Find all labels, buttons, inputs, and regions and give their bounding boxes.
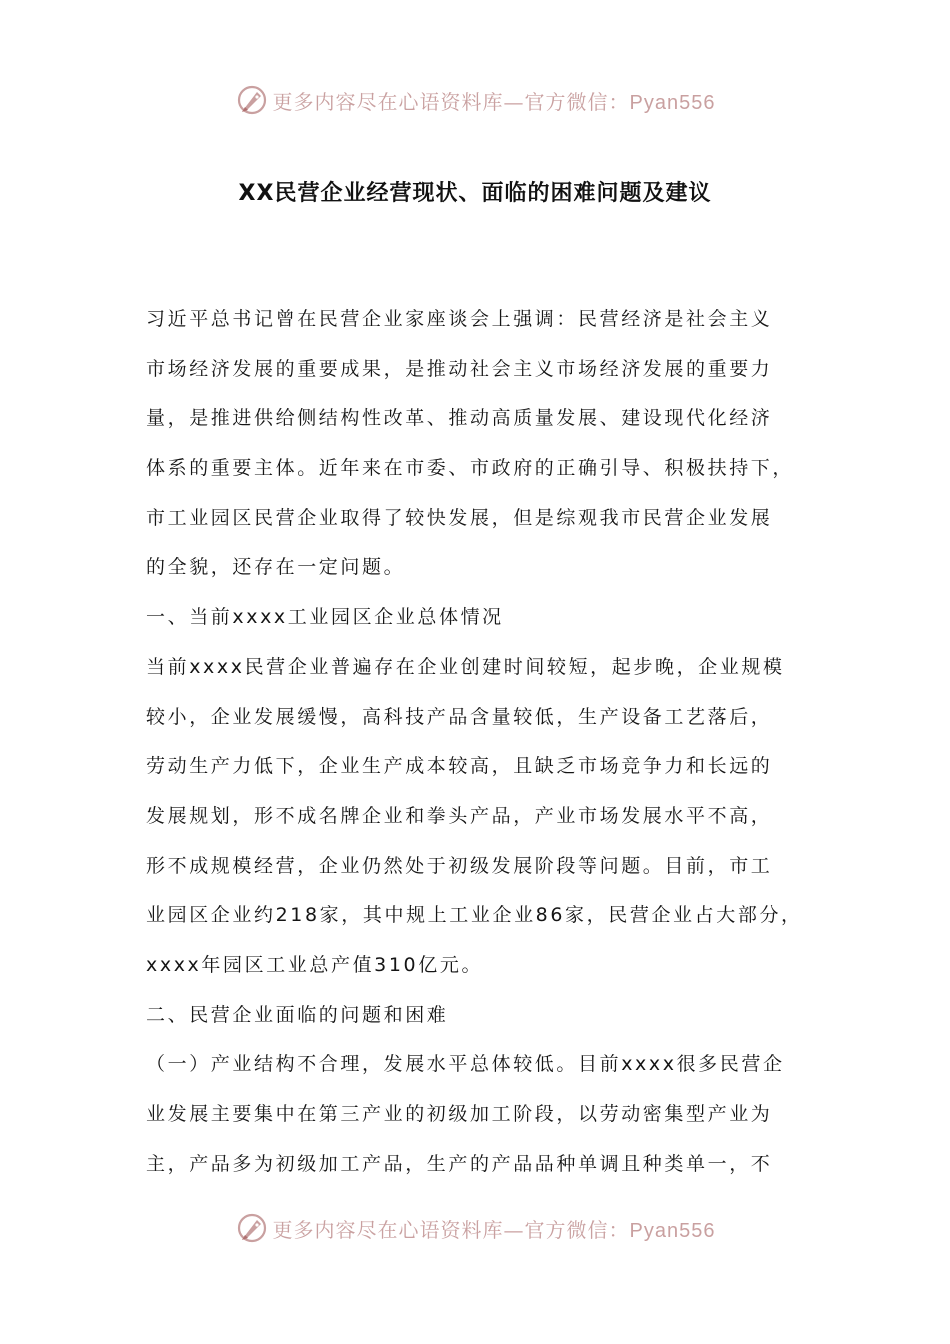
pen-nib-logo-icon: [235, 83, 269, 117]
footer-watermark-banner: [0, 1208, 950, 1248]
body-line: xxxx年园区工业总产值310亿元。: [146, 953, 484, 976]
banner-text-cn: 更多内容尽在心语资料库—官方微信：: [272, 89, 630, 114]
banner-text-cn: 更多内容尽在心语资料库—官方微信：: [272, 1217, 630, 1242]
banner-wechat-id: Pyan556: [629, 1219, 716, 1242]
body-line: 较小，企业发展缓慢，高科技产品含量较低，生产设备工艺落后，: [146, 705, 773, 728]
section-heading: 一、当前xxxx工业园区企业总体情况: [146, 606, 504, 629]
body-line: 业园区企业约218家，其中规上工业企业86家，民营企业占大部分，: [146, 904, 803, 927]
body-line: 习近平总书记曾在民营企业家座谈会上强调：民营经济是社会主义: [146, 308, 773, 330]
section-heading: 二、民营企业面临的问题和困难: [146, 1003, 449, 1026]
body-line: 发展规划，形不成名牌企业和拳头产品，产业市场发展水平不高，: [146, 804, 773, 827]
banner-wechat-id: Pyan556: [629, 91, 716, 114]
body-line: 量，是推进供给侧结构性改革、推动高质量发展、建设现代化经济: [146, 407, 773, 430]
pen-nib-logo-icon: [235, 1211, 269, 1245]
body-line: 主，产品多为初级加工产品，生产的产品品种单调且种类单一，不: [146, 1152, 773, 1175]
document-title: XX民营企业经营现状、面临的困难问题及建议: [238, 181, 712, 206]
body-line: 业发展主要集中在第三产业的初级加工阶段，以劳动密集型产业为: [146, 1103, 773, 1125]
body-line: 体系的重要主体。近年来在市委、市政府的正确引导、积极扶持下，: [146, 457, 795, 480]
document-body: [146, 300, 836, 1194]
body-line: 形不成规模经营，企业仍然处于初级发展阶段等问题。目前，市工: [146, 854, 773, 877]
banner-text: [273, 1214, 716, 1243]
body-line: 的全貌，还存在一定问题。: [146, 556, 406, 579]
body-line: 市工业园区民营企业取得了较快发展，但是综观我市民营企业发展: [146, 506, 773, 529]
body-line: 劳动生产力低下，企业生产成本较高，且缺乏市场竞争力和长远的: [146, 755, 773, 778]
header-watermark-banner: [0, 80, 950, 120]
body-line: 当前xxxx民营企业普遍存在企业创建时间较短，起步晚，企业规模: [146, 655, 785, 678]
banner-text: [273, 86, 716, 115]
body-line: （一）产业结构不合理，发展水平总体较低。目前xxxx很多民营企: [146, 1053, 785, 1076]
body-line: 市场经济发展的重要成果，是推动社会主义市场经济发展的重要力: [146, 357, 773, 380]
